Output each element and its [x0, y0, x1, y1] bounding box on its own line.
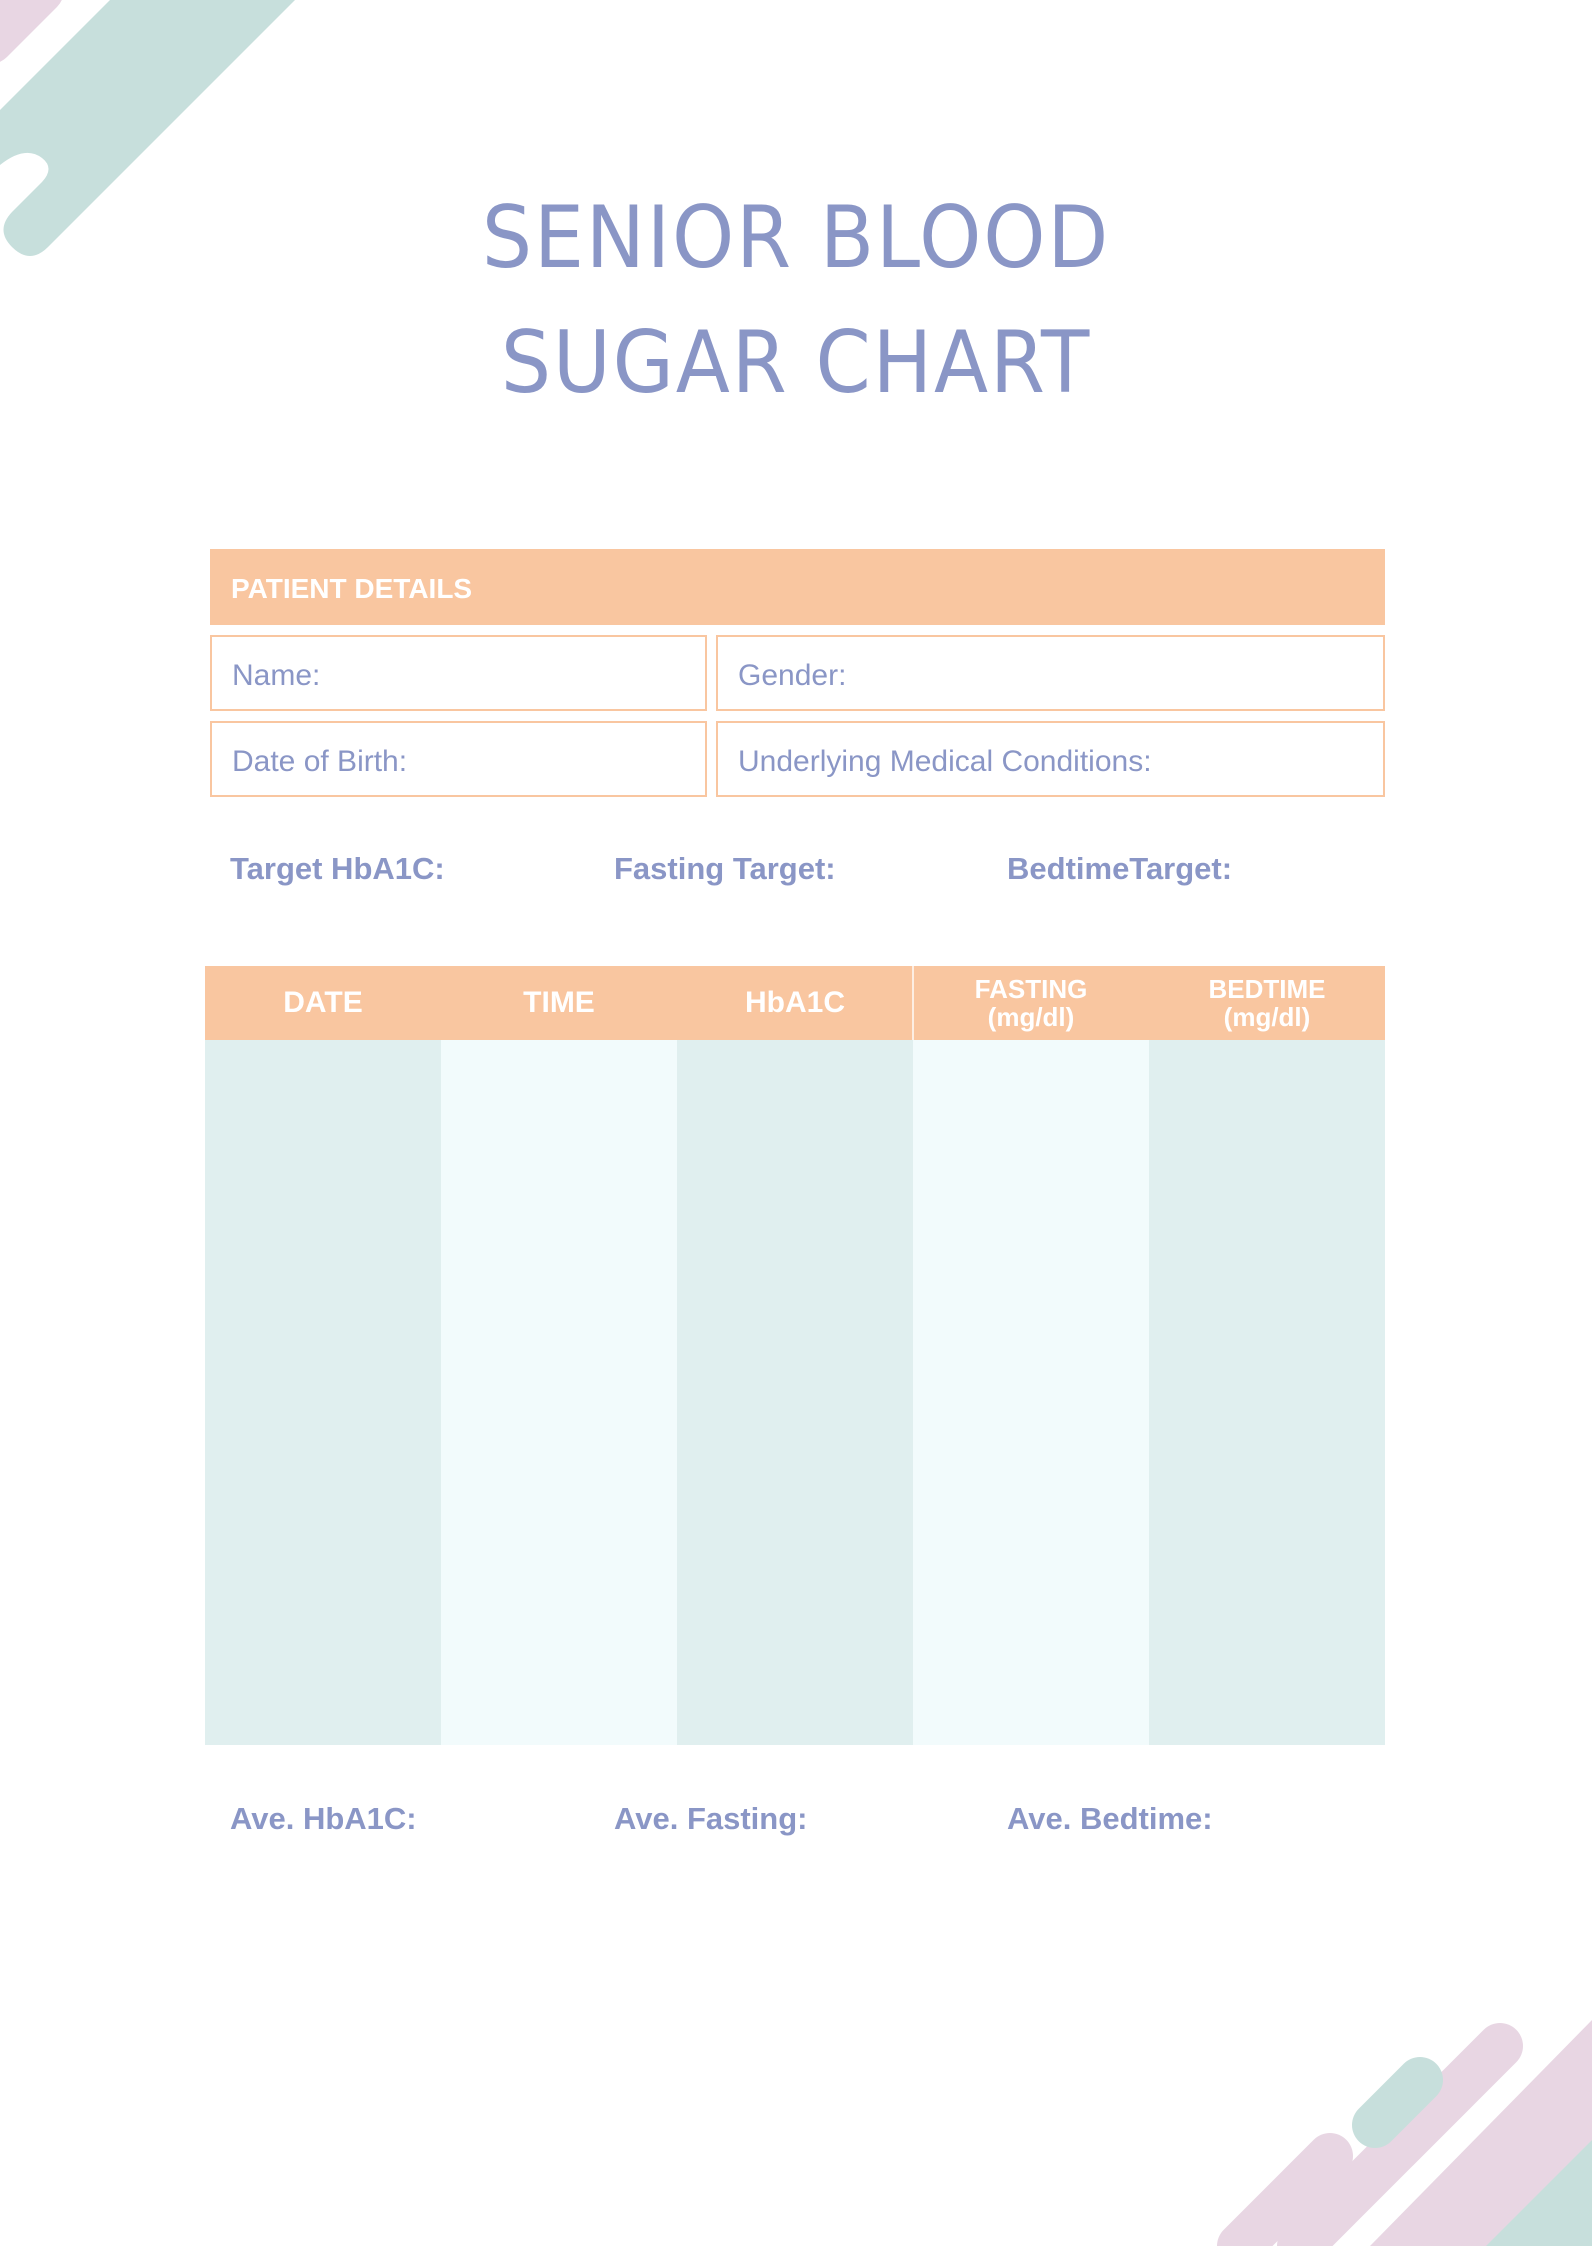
average-fasting-label: Ave. Fasting: [614, 1801, 808, 1836]
top-left-pink-stroke [0, 0, 40, 40]
date-of-birth-field[interactable] [210, 721, 707, 797]
bottom-right-pink-stroke-2 [1300, 2046, 1500, 2246]
column-header-hba1c: HbA1C [744, 986, 845, 1019]
medical-conditions-label: Underlying Medical Conditions: [738, 745, 1152, 778]
bedtime-target-label: BedtimeTarget: [1007, 851, 1233, 886]
patient-details-title: PATIENT DETAILS [231, 573, 473, 604]
fasting-column-cells[interactable] [913, 1040, 1149, 1745]
column-header-bedtime: BEDTIME (mg/dl) [1208, 974, 1326, 1032]
bottom-right-pink-shape [1370, 2020, 1592, 2246]
name-label: Name: [232, 659, 321, 692]
bedtime-column-cells[interactable] [1149, 1040, 1385, 1745]
gender-label: Gender: [738, 659, 847, 692]
average-bedtime-label: Ave. Bedtime: [1007, 1801, 1213, 1836]
column-header-date: DATE [283, 986, 363, 1019]
patient-details-header [210, 549, 1385, 625]
bottom-right-teal-stroke [1375, 2080, 1420, 2125]
medical-conditions-field[interactable] [716, 721, 1385, 797]
name-field[interactable] [210, 635, 707, 711]
column-header-fasting: FASTING (mg/dl) [974, 974, 1088, 1032]
bottom-right-teal-corner [1486, 2140, 1592, 2246]
page-title-line-1: SENIOR BLOOD [481, 188, 1111, 288]
fasting-target-label: Fasting Target: [614, 851, 836, 886]
date-of-birth-label: Date of Birth: [232, 745, 408, 778]
date-column-cells[interactable] [205, 1040, 441, 1745]
bottom-right-pink-stroke-1 [1240, 2156, 1330, 2246]
column-header-time: TIME [523, 986, 595, 1019]
time-column-cells[interactable] [441, 1040, 677, 1745]
hba1c-column-cells[interactable] [677, 1040, 913, 1745]
blood-sugar-log-table [205, 966, 1385, 1746]
target-hba1c-label: Target HbA1C: [230, 851, 445, 886]
gender-field[interactable] [716, 635, 1385, 711]
average-hba1c-label: Ave. HbA1C: [230, 1801, 417, 1836]
page-title-line-2: SUGAR CHART [500, 313, 1092, 413]
